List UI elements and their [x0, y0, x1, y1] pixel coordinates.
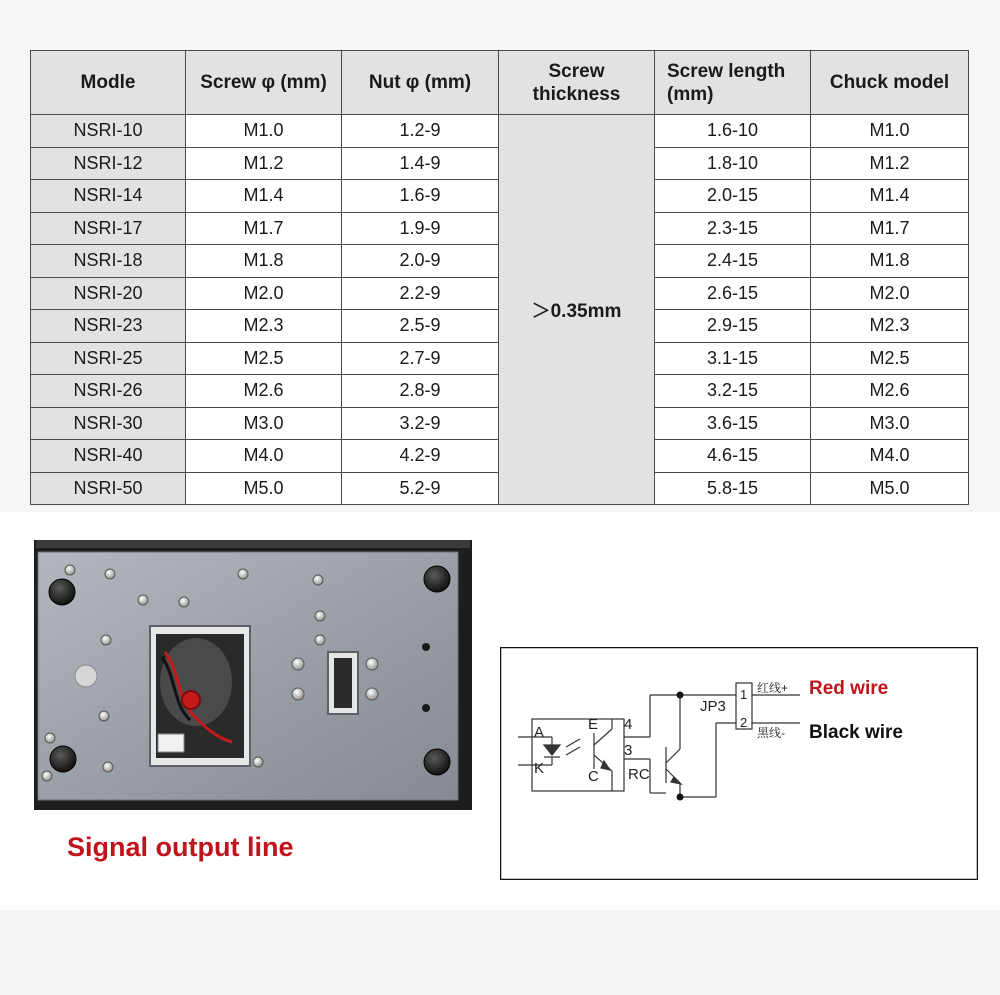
pin-c-label: C	[588, 768, 599, 785]
cell-screw-length: 3.6-15	[655, 407, 811, 440]
cell-screw-diameter: M1.7	[186, 212, 342, 245]
cell-chuck-model: M3.0	[811, 407, 969, 440]
cell-screw-length: 1.6-10	[655, 115, 811, 148]
cell-chuck-model: M1.2	[811, 147, 969, 180]
cell-screw-length: 2.4-15	[655, 245, 811, 278]
cell-nut-diameter: 2.7-9	[342, 342, 499, 375]
cell-nut-diameter: 2.8-9	[342, 375, 499, 408]
cell-screw-length: 2.0-15	[655, 180, 811, 213]
cell-model: NSRI-23	[31, 310, 186, 343]
table-header-row	[31, 51, 969, 115]
cell-nut-diameter: 2.5-9	[342, 310, 499, 343]
cell-chuck-model: M2.6	[811, 375, 969, 408]
cell-screw-diameter: M1.0	[186, 115, 342, 148]
cell-chuck-model: M2.0	[811, 277, 969, 310]
cell-chuck-model: M2.5	[811, 342, 969, 375]
black-wire-cn-label: 黑线-	[757, 726, 785, 740]
cell-screw-diameter: M2.6	[186, 375, 342, 408]
cell-screw-length: 1.8-10	[655, 147, 811, 180]
cell-chuck-model: M1.0	[811, 115, 969, 148]
cell-model: NSRI-25	[31, 342, 186, 375]
cell-screw-thickness: ＞0.35mm	[499, 115, 655, 505]
header-screw-diameter: Screw φ (mm)	[186, 51, 342, 115]
cell-screw-length: 3.2-15	[655, 375, 811, 408]
cell-model: NSRI-18	[31, 245, 186, 278]
pin-k-label: K	[534, 760, 545, 777]
cell-model: NSRI-17	[31, 212, 186, 245]
cell-screw-length: 4.6-15	[655, 440, 811, 473]
cell-nut-diameter: 1.4-9	[342, 147, 499, 180]
table-row	[31, 115, 969, 148]
cell-screw-diameter: M2.0	[186, 277, 342, 310]
cell-model: NSRI-26	[31, 375, 186, 408]
bottom-background	[0, 910, 1000, 995]
table-body	[31, 115, 969, 505]
pin-a-label: A	[534, 724, 545, 741]
cell-nut-diameter: 1.9-9	[342, 212, 499, 245]
cell-nut-diameter: 2.2-9	[342, 277, 499, 310]
cell-nut-diameter: 1.6-9	[342, 180, 499, 213]
cell-model: NSRI-20	[31, 277, 186, 310]
cell-model: NSRI-14	[31, 180, 186, 213]
machine-back-photo	[0, 512, 500, 857]
cell-chuck-model: M1.7	[811, 212, 969, 245]
cell-screw-length: 3.1-15	[655, 342, 811, 375]
cell-nut-diameter: 1.2-9	[342, 115, 499, 148]
jp3-label: JP3	[700, 698, 726, 715]
cell-model: NSRI-12	[31, 147, 186, 180]
cell-screw-length: 2.9-15	[655, 310, 811, 343]
cell-nut-diameter: 3.2-9	[342, 407, 499, 440]
cell-screw-diameter: M1.2	[186, 147, 342, 180]
cell-chuck-model: M4.0	[811, 440, 969, 473]
circuit-schematic	[500, 647, 978, 880]
cell-screw-diameter: M1.4	[186, 180, 342, 213]
pin-4-label: 4	[624, 716, 633, 733]
header-screw-length-line1: Screw length	[667, 60, 786, 82]
cell-screw-length: 5.8-15	[655, 472, 811, 505]
cell-screw-length: 2.3-15	[655, 212, 811, 245]
circuit-diagram	[500, 647, 978, 880]
signal-output-caption: Signal output line	[67, 832, 294, 862]
cell-nut-diameter: 2.0-9	[342, 245, 499, 278]
header-screw-length-line2: (mm)	[667, 83, 714, 105]
cell-nut-diameter: 4.2-9	[342, 440, 499, 473]
pin-e-label: E	[588, 716, 599, 733]
cell-nut-diameter: 5.2-9	[342, 472, 499, 505]
cell-model: NSRI-30	[31, 407, 186, 440]
rc-label: RC	[628, 766, 650, 783]
cell-screw-diameter: M5.0	[186, 472, 342, 505]
header-screw-thickness	[499, 51, 655, 115]
cell-model: NSRI-40	[31, 440, 186, 473]
cell-chuck-model: M1.4	[811, 180, 969, 213]
cell-screw-diameter: M3.0	[186, 407, 342, 440]
header-screw-thickness-line2: thickness	[532, 83, 621, 105]
pin-2-label: 2	[740, 715, 748, 730]
header-model: Modle	[31, 51, 186, 115]
cell-screw-diameter: M2.5	[186, 342, 342, 375]
cell-screw-diameter: M1.8	[186, 245, 342, 278]
cell-screw-length: 2.6-15	[655, 277, 811, 310]
red-wire-cn-label: 红线+	[757, 681, 789, 695]
cell-chuck-model: M5.0	[811, 472, 969, 505]
pin-1-label: 1	[740, 687, 748, 702]
screw-spec-table	[30, 50, 969, 505]
cell-model: NSRI-50	[31, 472, 186, 505]
cell-model: NSRI-10	[31, 115, 186, 148]
pin-3-label: 3	[624, 742, 633, 759]
cell-screw-diameter: M2.3	[186, 310, 342, 343]
cell-chuck-model: M1.8	[811, 245, 969, 278]
black-wire-label: Black wire	[809, 722, 903, 743]
cell-screw-diameter: M4.0	[186, 440, 342, 473]
header-chuck-model: Chuck model	[811, 51, 969, 115]
header-screw-thickness-line1: Screw	[548, 60, 605, 82]
header-nut-diameter: Nut φ (mm)	[342, 51, 499, 115]
red-wire-label: Red wire	[809, 678, 889, 699]
cell-chuck-model: M2.3	[811, 310, 969, 343]
header-screw-length	[655, 51, 811, 115]
machine-back-panel-image	[0, 512, 500, 857]
